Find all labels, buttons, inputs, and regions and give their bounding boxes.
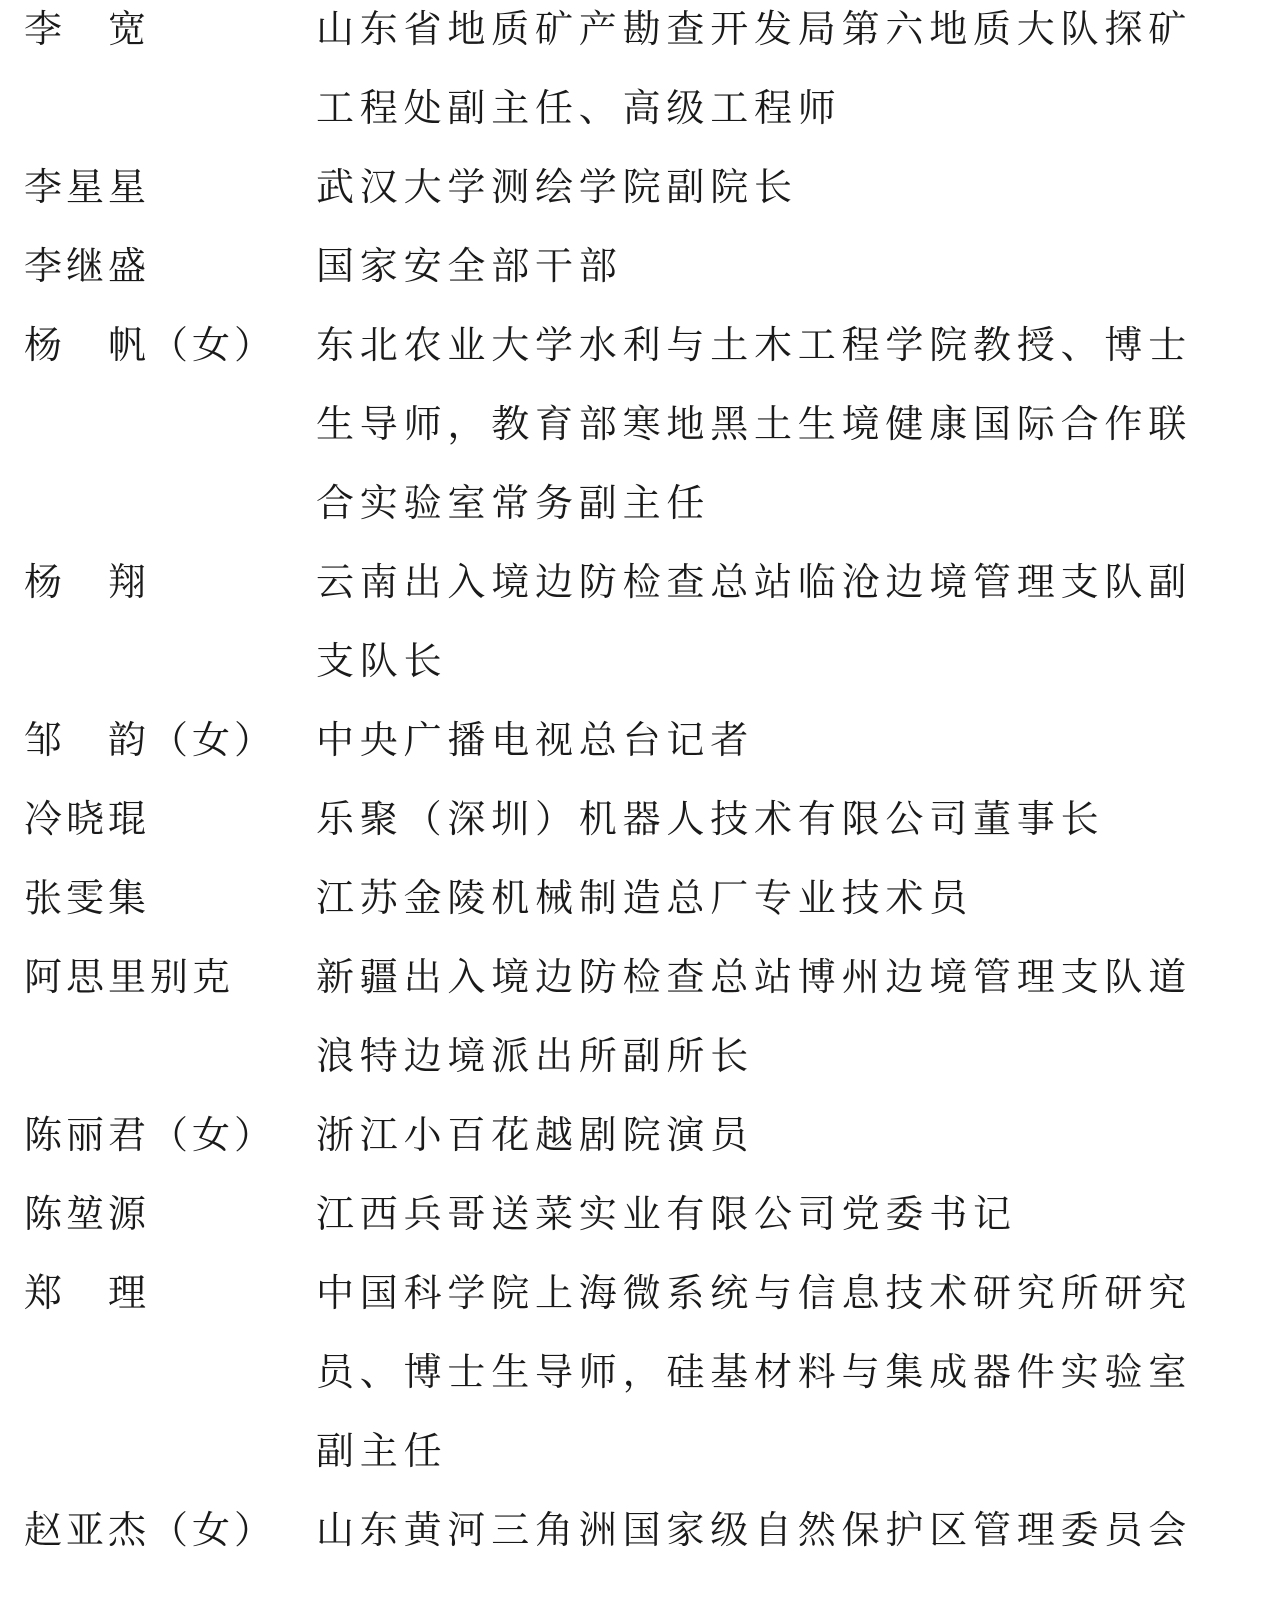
title-line: 中央广播电视总台记者 [316, 718, 755, 762]
person-title [316, 1254, 1193, 1491]
list-item [0, 1491, 1280, 1570]
title-line: 浙江小百花越剧院演员 [316, 1113, 755, 1157]
person-name: 冷晓琨 [24, 797, 151, 841]
list-item [0, 780, 1280, 859]
title-line: 山东黄河三角洲国家级自然保护区管理委员会 [316, 1508, 1193, 1552]
title-line: 山东省地质矿产勘查开发局第六地质大队探矿 [316, 7, 1193, 51]
list-item [0, 859, 1280, 938]
list-item [0, 306, 1280, 543]
title-line: 武汉大学测绘学院副院长 [316, 165, 798, 209]
person-title [316, 543, 1193, 701]
list-item [0, 543, 1280, 701]
list-item [0, 1175, 1280, 1254]
title-line: 江西兵哥送菜实业有限公司党委书记 [316, 1192, 1017, 1236]
person-title [316, 1096, 1156, 1175]
person-title [316, 0, 1193, 148]
list-item [0, 1254, 1280, 1491]
person-title [316, 780, 1156, 859]
title-line: 支队长 [316, 639, 448, 683]
person-title [316, 1175, 1156, 1254]
title-line: 新疆出入境边防检查总站博州边境管理支队道 [316, 955, 1193, 999]
list-item [0, 938, 1280, 1096]
list-item [0, 227, 1280, 306]
list-item [0, 1096, 1280, 1175]
title-line: 生导师，教育部寒地黑土生境健康国际合作联 [316, 402, 1193, 446]
person-name: 陈堃源 [24, 1192, 151, 1236]
person-title [316, 938, 1193, 1096]
person-title [316, 148, 1156, 227]
person-name: 阿思里别克 [24, 955, 235, 999]
title-line: 国家安全部干部 [316, 244, 623, 288]
list-item [0, 148, 1280, 227]
person-name: 赵亚杰（女） [24, 1508, 277, 1552]
person-name: 杨 帆（女） [24, 323, 277, 367]
person-name: 郑 理 [24, 1271, 151, 1315]
person-name: 张雯集 [24, 876, 151, 920]
title-line: 乐聚（深圳）机器人技术有限公司董事长 [316, 797, 1105, 841]
title-line: 东北农业大学水利与土木工程学院教授、博士 [316, 323, 1193, 367]
person-name: 陈丽君（女） [24, 1113, 277, 1157]
person-name: 李星星 [24, 165, 151, 209]
person-title [316, 1491, 1193, 1570]
title-line: 浪特边境派出所副所长 [316, 1034, 755, 1078]
title-line: 合实验室常务副主任 [316, 481, 711, 525]
person-name: 李 宽 [24, 7, 151, 51]
title-line: 江苏金陵机械制造总厂专业技术员 [316, 876, 974, 920]
title-line: 中国科学院上海微系统与信息技术研究所研究 [316, 1271, 1193, 1315]
person-title [316, 227, 1156, 306]
person-name: 杨 翔 [24, 560, 151, 604]
list-item [0, 0, 1280, 148]
title-line: 副主任 [316, 1429, 448, 1473]
list-item [0, 701, 1280, 780]
person-title [316, 859, 1156, 938]
person-name: 邹 韵（女） [24, 718, 277, 762]
person-title [316, 701, 1156, 780]
title-line: 员、博士生导师，硅基材料与集成器件实验室 [316, 1350, 1193, 1394]
title-line: 工程处副主任、高级工程师 [316, 86, 842, 130]
person-title [316, 306, 1193, 543]
title-line: 云南出入境边防检查总站临沧边境管理支队副 [316, 560, 1193, 604]
person-name: 李继盛 [24, 244, 151, 288]
